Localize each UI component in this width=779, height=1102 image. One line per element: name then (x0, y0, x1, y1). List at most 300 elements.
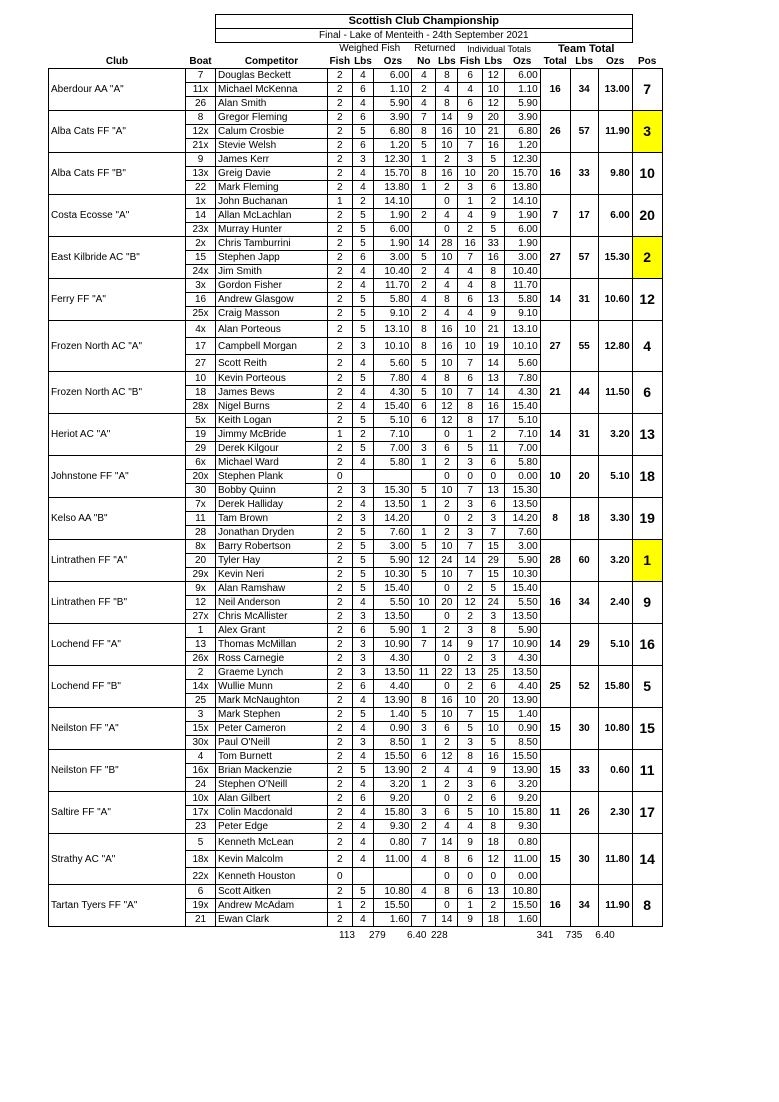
boat-number: 8x (186, 540, 216, 554)
boat-number: 23 (186, 820, 216, 834)
boat-number: 20 (186, 554, 216, 568)
individual-fish: 4 (458, 764, 483, 778)
fish-lbs: 6 (352, 792, 374, 806)
returned-no (412, 610, 436, 624)
individual-fish: 3 (458, 778, 483, 792)
returned-no: 5 (412, 540, 436, 554)
individual-ozs: 8.50 (504, 736, 540, 750)
boat-number: 1 (186, 624, 216, 638)
returned-no: 6 (412, 400, 436, 414)
competitor-name: John Buchanan (216, 195, 328, 209)
individual-fish: 7 (458, 139, 483, 153)
individual-ozs: 7.80 (504, 372, 540, 386)
team-total: 28 (540, 540, 570, 582)
individual-ozs: 5.10 (504, 414, 540, 428)
fish-lbs: 3 (352, 153, 374, 167)
fish-lbs: 4 (352, 167, 374, 181)
returned-no: 5 (412, 568, 436, 582)
fish-lbs: 4 (352, 355, 374, 372)
boat-number: 2 (186, 666, 216, 680)
team-total: 16 (540, 582, 570, 624)
boat-number: 30 (186, 484, 216, 498)
team-lbs: 18 (570, 498, 598, 540)
individual-fish: 2 (458, 582, 483, 596)
individual-ozs: 1.90 (504, 237, 540, 251)
table-row (49, 195, 663, 209)
boat-number: 27x (186, 610, 216, 624)
fish-ozs: 15.50 (374, 750, 412, 764)
fish-count: 2 (328, 153, 353, 167)
competitor-name: Keith Logan (216, 414, 328, 428)
team-total: 15 (540, 750, 570, 792)
fish-count: 2 (328, 540, 353, 554)
returned-lbs: 0 (436, 652, 458, 666)
position-badge: 6 (632, 372, 662, 414)
individual-lbs: 7 (482, 526, 504, 540)
individual-fish: 2 (458, 680, 483, 694)
returned-no: 8 (412, 167, 436, 181)
individual-ozs: 10.80 (504, 885, 540, 899)
competitor-name: Bobby Quinn (216, 484, 328, 498)
boat-number: 18x (186, 851, 216, 868)
team-ozs: 15.30 (598, 237, 632, 279)
total-team-ozs: 6.40 (595, 930, 615, 941)
individual-fish: 7 (458, 540, 483, 554)
individual-ozs: 5.90 (504, 624, 540, 638)
boat-number: 14 (186, 209, 216, 223)
individual-ozs: 15.70 (504, 167, 540, 181)
returned-no: 1 (412, 181, 436, 195)
returned-no (412, 899, 436, 913)
competitor-name: Peter Edge (216, 820, 328, 834)
individual-ozs: 5.90 (504, 554, 540, 568)
competitor-name: Wullie Munn (216, 680, 328, 694)
fish-lbs: 4 (352, 851, 374, 868)
individual-lbs: 13 (482, 885, 504, 899)
returned-no: 4 (412, 885, 436, 899)
position-badge: 1 (632, 540, 662, 582)
individual-ozs: 4.30 (504, 386, 540, 400)
fish-count: 2 (328, 307, 353, 321)
fish-count: 2 (328, 610, 353, 624)
competitor-name: Chris Tamburrini (216, 237, 328, 251)
individual-lbs: 2 (482, 899, 504, 913)
fish-ozs: 15.30 (374, 484, 412, 498)
returned-lbs: 24 (436, 554, 458, 568)
individual-ozs: 11.00 (504, 851, 540, 868)
fish-lbs: 5 (352, 372, 374, 386)
returned-lbs: 2 (436, 181, 458, 195)
returned-no: 3 (412, 442, 436, 456)
group-header-weighed: Weighed Fish (339, 43, 401, 54)
individual-fish: 4 (458, 265, 483, 279)
fish-ozs: 7.60 (374, 526, 412, 540)
individual-ozs: 15.30 (504, 484, 540, 498)
competitor-name: Jonathan Dryden (216, 526, 328, 540)
individual-ozs: 12.30 (504, 153, 540, 167)
returned-no: 3 (412, 722, 436, 736)
individual-ozs: 13.80 (504, 181, 540, 195)
returned-lbs: 0 (436, 680, 458, 694)
returned-lbs: 6 (436, 442, 458, 456)
fish-count: 1 (328, 899, 353, 913)
individual-lbs: 9 (482, 209, 504, 223)
table-row (49, 666, 663, 680)
table-row (49, 279, 663, 293)
individual-lbs: 21 (482, 321, 504, 338)
boat-number: 15x (186, 722, 216, 736)
total-returned-no: 228 (431, 930, 448, 941)
competitor-name: James Bews (216, 386, 328, 400)
individual-fish: 4 (458, 820, 483, 834)
competitor-name: Derek Kilgour (216, 442, 328, 456)
fish-lbs: 3 (352, 736, 374, 750)
individual-lbs: 18 (482, 913, 504, 927)
boat-number: 6 (186, 885, 216, 899)
returned-lbs: 8 (436, 97, 458, 111)
fish-ozs: 1.90 (374, 237, 412, 251)
competitor-name: Michael Ward (216, 456, 328, 470)
fish-ozs: 15.70 (374, 167, 412, 181)
returned-lbs: 14 (436, 638, 458, 652)
individual-ozs: 5.60 (504, 355, 540, 372)
fish-ozs: 10.80 (374, 885, 412, 899)
individual-ozs: 4.30 (504, 652, 540, 666)
individual-lbs: 16 (482, 251, 504, 265)
fish-ozs: 5.90 (374, 97, 412, 111)
individual-lbs: 10 (482, 806, 504, 820)
individual-fish: 0 (458, 470, 483, 484)
competitor-name: Peter Cameron (216, 722, 328, 736)
individual-lbs: 3 (482, 512, 504, 526)
page-title: Scottish Club Championship (216, 15, 633, 29)
individual-fish: 3 (458, 456, 483, 470)
fish-lbs: 5 (352, 209, 374, 223)
fish-ozs: 5.90 (374, 624, 412, 638)
fish-lbs: 4 (352, 596, 374, 610)
table-row (49, 414, 663, 428)
team-ozs: 9.80 (598, 153, 632, 195)
returned-lbs: 14 (436, 913, 458, 927)
individual-ozs: 3.20 (504, 778, 540, 792)
table-row (49, 624, 663, 638)
fish-lbs: 2 (352, 195, 374, 209)
table-row (49, 885, 663, 899)
competitor-name: Alex Grant (216, 624, 328, 638)
competitor-name: Mark McNaughton (216, 694, 328, 708)
fish-ozs: 6.00 (374, 69, 412, 83)
individual-fish: 3 (458, 736, 483, 750)
fish-count: 2 (328, 820, 353, 834)
returned-no: 2 (412, 307, 436, 321)
returned-lbs: 8 (436, 851, 458, 868)
competitor-name: Gregor Fleming (216, 111, 328, 125)
individual-fish: 13 (458, 666, 483, 680)
table-row (49, 834, 663, 851)
individual-fish: 0 (458, 868, 483, 885)
individual-lbs: 20 (482, 694, 504, 708)
individual-ozs: 14.10 (504, 195, 540, 209)
returned-lbs: 2 (436, 456, 458, 470)
competitor-name: Scott Aitken (216, 885, 328, 899)
fish-count: 2 (328, 293, 353, 307)
team-lbs: 17 (570, 195, 598, 237)
returned-lbs: 0 (436, 868, 458, 885)
individual-fish: 7 (458, 251, 483, 265)
individual-lbs: 17 (482, 414, 504, 428)
fish-lbs: 5 (352, 414, 374, 428)
team-total: 15 (540, 708, 570, 750)
returned-lbs: 2 (436, 736, 458, 750)
fish-count: 2 (328, 279, 353, 293)
table-row (49, 792, 663, 806)
returned-no: 1 (412, 624, 436, 638)
team-ozs: 11.50 (598, 372, 632, 414)
fish-lbs: 5 (352, 568, 374, 582)
fish-lbs: 3 (352, 484, 374, 498)
position-badge: 17 (632, 792, 662, 834)
boat-number: 22 (186, 181, 216, 195)
fish-count: 2 (328, 694, 353, 708)
returned-no: 2 (412, 764, 436, 778)
individual-ozs: 6.80 (504, 125, 540, 139)
team-ozs: 10.60 (598, 279, 632, 321)
returned-no: 6 (412, 414, 436, 428)
individual-lbs: 10 (482, 722, 504, 736)
returned-lbs: 10 (436, 540, 458, 554)
returned-no: 7 (412, 834, 436, 851)
individual-ozs: 11.70 (504, 279, 540, 293)
fish-lbs: 4 (352, 694, 374, 708)
individual-ozs: 5.50 (504, 596, 540, 610)
club-name: Ferry FF "A" (49, 279, 186, 321)
fish-count: 2 (328, 181, 353, 195)
individual-fish: 9 (458, 111, 483, 125)
position-badge: 4 (632, 321, 662, 372)
club-name: Kelso AA "B" (49, 498, 186, 540)
returned-no (412, 195, 436, 209)
returned-no: 4 (412, 851, 436, 868)
fish-count: 2 (328, 400, 353, 414)
fish-lbs: 4 (352, 69, 374, 83)
fish-lbs: 5 (352, 237, 374, 251)
individual-ozs: 3.00 (504, 251, 540, 265)
boat-number: 2x (186, 237, 216, 251)
fish-count: 2 (328, 111, 353, 125)
fish-count: 2 (328, 442, 353, 456)
fish-lbs: 3 (352, 338, 374, 355)
fish-lbs: 5 (352, 293, 374, 307)
individual-lbs: 12 (482, 97, 504, 111)
boat-number: 3 (186, 708, 216, 722)
fish-lbs (352, 470, 374, 484)
fish-count: 1 (328, 195, 353, 209)
team-lbs: 20 (570, 456, 598, 498)
returned-no: 8 (412, 125, 436, 139)
club-name: Neilston FF "B" (49, 750, 186, 792)
fish-count: 2 (328, 778, 353, 792)
individual-fish: 9 (458, 834, 483, 851)
individual-fish: 5 (458, 806, 483, 820)
fish-lbs: 4 (352, 400, 374, 414)
individual-lbs: 2 (482, 195, 504, 209)
total-lbs: 279 (369, 930, 386, 941)
individual-lbs: 18 (482, 834, 504, 851)
fish-ozs: 15.40 (374, 582, 412, 596)
fish-ozs: 7.00 (374, 442, 412, 456)
returned-no: 8 (412, 694, 436, 708)
returned-no: 8 (412, 321, 436, 338)
competitor-name: Alan Gilbert (216, 792, 328, 806)
table-row (49, 111, 663, 125)
fish-lbs: 4 (352, 456, 374, 470)
column-header: Fish (329, 56, 351, 67)
group-header-team: Team Total (557, 43, 615, 55)
returned-no (412, 428, 436, 442)
fish-lbs: 6 (352, 680, 374, 694)
team-total: 15 (540, 834, 570, 885)
fish-ozs: 1.90 (374, 209, 412, 223)
returned-lbs: 10 (436, 386, 458, 400)
fish-ozs (374, 868, 412, 885)
fish-ozs: 13.10 (374, 321, 412, 338)
individual-ozs: 5.80 (504, 456, 540, 470)
fish-count: 2 (328, 209, 353, 223)
competitor-name: Scott Reith (216, 355, 328, 372)
boat-number: 13 (186, 638, 216, 652)
team-ozs: 3.20 (598, 540, 632, 582)
competitor-name: Nigel Burns (216, 400, 328, 414)
individual-fish: 7 (458, 355, 483, 372)
individual-lbs: 0 (482, 470, 504, 484)
competitor-name: Douglas Beckett (216, 69, 328, 83)
returned-lbs: 2 (436, 526, 458, 540)
fish-ozs: 0.90 (374, 722, 412, 736)
table-row (49, 153, 663, 167)
results-sheet (48, 14, 663, 942)
individual-lbs: 5 (482, 153, 504, 167)
team-ozs: 11.90 (598, 885, 632, 927)
individual-fish: 1 (458, 195, 483, 209)
fish-ozs: 10.30 (374, 568, 412, 582)
column-header: Fish (459, 56, 481, 67)
competitor-name: Thomas McMillan (216, 638, 328, 652)
competitor-name: Greig Davie (216, 167, 328, 181)
fish-lbs: 5 (352, 223, 374, 237)
individual-lbs: 6 (482, 680, 504, 694)
team-lbs: 44 (570, 372, 598, 414)
boat-number: 12 (186, 596, 216, 610)
boat-number: 22x (186, 868, 216, 885)
fish-count: 2 (328, 792, 353, 806)
team-ozs: 12.80 (598, 321, 632, 372)
fish-count: 2 (328, 764, 353, 778)
fish-count: 2 (328, 386, 353, 400)
fish-ozs (374, 470, 412, 484)
returned-no (412, 868, 436, 885)
boat-number: 19 (186, 428, 216, 442)
returned-no: 1 (412, 498, 436, 512)
table-row (49, 372, 663, 386)
individual-fish: 1 (458, 899, 483, 913)
individual-lbs: 6 (482, 792, 504, 806)
individual-lbs: 16 (482, 400, 504, 414)
fish-count: 2 (328, 736, 353, 750)
individual-fish: 6 (458, 97, 483, 111)
individual-lbs: 5 (482, 223, 504, 237)
returned-no: 2 (412, 820, 436, 834)
boat-number: 13x (186, 167, 216, 181)
fish-ozs: 15.80 (374, 806, 412, 820)
fish-count: 2 (328, 638, 353, 652)
competitor-name: Alan Porteous (216, 321, 328, 338)
fish-lbs: 5 (352, 554, 374, 568)
individual-ozs: 9.10 (504, 307, 540, 321)
individual-fish: 8 (458, 400, 483, 414)
boat-number: 7x (186, 498, 216, 512)
team-total: 14 (540, 414, 570, 456)
total-team-total: 341 (536, 930, 554, 941)
competitor-name: Ewan Clark (216, 913, 328, 927)
returned-lbs: 4 (436, 265, 458, 279)
individual-lbs: 6 (482, 498, 504, 512)
club-name: Alba Cats FF "A" (49, 111, 186, 153)
returned-lbs: 0 (436, 610, 458, 624)
team-ozs: 3.30 (598, 498, 632, 540)
competitor-name: Kevin Neri (216, 568, 328, 582)
boat-number: 16x (186, 764, 216, 778)
column-header: Total (540, 55, 570, 69)
fish-lbs: 3 (352, 652, 374, 666)
fish-count: 2 (328, 97, 353, 111)
individual-fish: 10 (458, 125, 483, 139)
returned-no: 1 (412, 153, 436, 167)
competitor-name: Allan McLachlan (216, 209, 328, 223)
returned-no: 14 (412, 237, 436, 251)
returned-lbs: 12 (436, 750, 458, 764)
returned-lbs: 0 (436, 223, 458, 237)
returned-no: 10 (412, 596, 436, 610)
team-total: 16 (540, 69, 570, 111)
individual-fish: 9 (458, 913, 483, 927)
returned-no: 7 (412, 111, 436, 125)
fish-count: 2 (328, 652, 353, 666)
individual-fish: 1 (458, 428, 483, 442)
table-row (49, 708, 663, 722)
boat-number: 25 (186, 694, 216, 708)
individual-lbs: 3 (482, 652, 504, 666)
club-name: Tartan Tyers FF "A" (49, 885, 186, 927)
fish-count: 2 (328, 680, 353, 694)
returned-no (412, 582, 436, 596)
team-lbs: 34 (570, 69, 598, 111)
returned-lbs: 12 (436, 400, 458, 414)
competitor-name: Brian Mackenzie (216, 764, 328, 778)
individual-ozs: 13.90 (504, 694, 540, 708)
returned-lbs: 4 (436, 307, 458, 321)
competitor-name: Stephen Plank (216, 470, 328, 484)
table-row (49, 69, 663, 83)
team-lbs: 52 (570, 666, 598, 708)
individual-lbs: 15 (482, 540, 504, 554)
returned-lbs: 10 (436, 708, 458, 722)
fish-count: 2 (328, 414, 353, 428)
returned-no: 4 (412, 97, 436, 111)
fish-lbs: 3 (352, 666, 374, 680)
boat-number: 27 (186, 355, 216, 372)
total-fish: 113 (339, 930, 355, 941)
returned-no: 2 (412, 265, 436, 279)
